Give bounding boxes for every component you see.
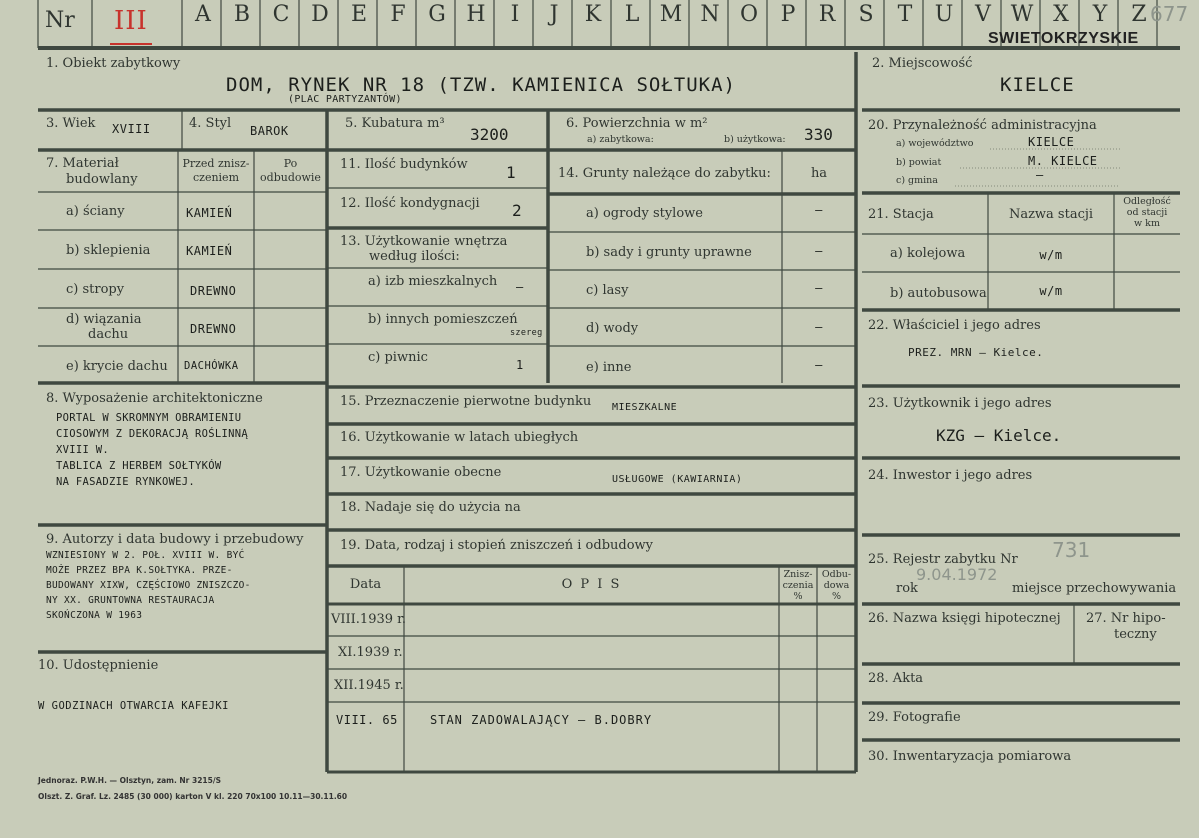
land-row-label: d) wody	[586, 321, 639, 336]
card-number-handwritten: III	[114, 6, 148, 36]
index-letter-i: I	[510, 2, 520, 27]
field-10-label: 10. Udostępnienie	[38, 658, 159, 673]
field-9-label: 9. Autorzy i data budowy i przebudowy	[46, 532, 304, 547]
index-letter-o: O	[739, 2, 759, 27]
field-13c-label: c) piwnic	[368, 350, 428, 365]
field-17-value: USŁUGOWE (KAWIARNIA)	[612, 474, 743, 485]
index-letter-r: R	[818, 2, 836, 27]
index-letter-h: H	[466, 2, 486, 27]
index-letter-e: E	[350, 2, 368, 27]
voivodeship-stamp: SWIETOKRZYSKIE	[988, 30, 1139, 47]
field-4-value: BAROK	[250, 124, 289, 138]
field-25-nr-value: 731	[1052, 538, 1091, 562]
field-13-label: 13. Użytkowanie wnętrza	[340, 234, 508, 249]
field-2-value: KIELCE	[1000, 74, 1075, 96]
field-12-value: 2	[512, 201, 522, 220]
index-letter-f: F	[390, 2, 406, 27]
land-row-label: a) ogrody stylowe	[586, 206, 703, 221]
field-13b-label: b) innych pomieszczeń	[368, 312, 518, 327]
land-row-label: c) lasy	[586, 283, 629, 298]
field-10-value: W GODZINACH OTWARCIA KAFEJKI	[38, 700, 230, 712]
field-6b-value: 330	[804, 125, 833, 144]
index-letter-k: K	[584, 2, 602, 27]
field-15-label: 15. Przeznaczenie pierwotne budynku	[340, 394, 592, 409]
field-1-value-sub: (PLAC PARTYZANTÓW)	[288, 94, 402, 105]
material-row-value: DREWNO	[190, 322, 237, 336]
field-21a-label: a) kolejowa	[890, 246, 966, 261]
col-rebuild-header-2: dowa	[823, 580, 850, 591]
damage-row-description: STAN ZADOWALAJĄCY — B.DOBRY	[430, 713, 653, 727]
field-8-label: 8. Wyposażenie architektoniczne	[46, 391, 263, 406]
field-9-value: WZNIESIONY W 2. POŁ. XVIII W. BYĆ MOŻE PRZEZ BPA K.SOŁTYKA. PRZE- BUDOWANY XIXW, CZĘŚCIOWO ZNISZCZO- NY XX. GRUNTOWNA RESTAURACJA SKOŃCZONA W 1963	[46, 550, 251, 621]
index-letter-b: B	[233, 2, 251, 27]
material-row-label: c) stropy	[66, 282, 125, 297]
index-letter-z: Z	[1131, 2, 1147, 27]
damage-row-date: VIII.1939 r.	[331, 612, 407, 627]
index-letter-v: V	[975, 2, 991, 27]
field-21b-label: b) autobusowa	[890, 286, 987, 301]
col-station-name-header: Nazwa stacji	[1008, 207, 1094, 222]
field-21-label: 21. Stacja	[868, 207, 934, 222]
field-7-label-2: budowlany	[66, 172, 138, 187]
index-letter-y: Y	[1092, 2, 1108, 27]
field-3-label: 3. Wiek	[46, 116, 96, 131]
field-25-label: 25. Rejestr zabytku Nr	[868, 552, 1018, 567]
col-before-header-2: czeniem	[192, 171, 239, 184]
material-row-value: DACHÓWKA	[184, 360, 239, 372]
material-row-label: a) ściany	[66, 204, 125, 219]
field-13b-value: szereg	[510, 328, 543, 338]
col-destruction-header-3: %	[793, 591, 803, 602]
col-distance-header-2: od stacji	[1126, 207, 1168, 218]
field-18-label: 18. Nadaje się do użycia na	[340, 500, 521, 515]
col-description-header: O P I S	[561, 577, 622, 592]
material-row-label: e) krycie dachu	[66, 359, 168, 374]
field-13c-value: 1	[516, 358, 524, 372]
index-letter-s: S	[858, 2, 874, 27]
index-letter-x: X	[1053, 2, 1069, 27]
field-20b-value: M. KIELCE	[1028, 154, 1098, 168]
field-29-label: 29. Fotografie	[868, 710, 961, 725]
field-21b-value: w/m	[1039, 284, 1063, 298]
field-23-label: 23. Użytkownik i jego adres	[868, 396, 1052, 411]
field-1-value: DOM, RYNEK NR 18 (TZW. KAMIENICA SOŁTUKA)	[226, 74, 736, 96]
field-1-label: 1. Obiekt zabytkowy	[46, 56, 181, 71]
land-row-value: —	[815, 203, 823, 217]
damage-row-date: XI.1939 r.	[338, 645, 403, 660]
field-11-label: 11. Ilość budynków	[340, 157, 468, 172]
field-30-label: 30. Inwentaryzacja pomiarowa	[868, 749, 1072, 764]
col-date-header: Data	[349, 577, 382, 592]
field-7-label: 7. Materiał	[46, 156, 119, 171]
field-22-label: 22. Właściciel i jego adres	[868, 318, 1041, 333]
col-distance-header: Odległość	[1123, 196, 1171, 207]
material-row-value: DREWNO	[190, 284, 237, 298]
field-25-rok-label: rok	[896, 581, 918, 596]
field-20-label: 20. Przynależność administracyjna	[868, 118, 1097, 133]
index-letter-d: D	[311, 2, 329, 27]
field-16-label: 16. Użytkowanie w latach ubiegłych	[340, 430, 579, 445]
field-12-label: 12. Ilość kondygnacji	[340, 196, 480, 211]
index-letter-j: J	[549, 2, 559, 27]
index-letter-w: W	[1010, 2, 1034, 27]
field-15-value: MIESZKALNE	[612, 402, 678, 413]
field-19-label: 19. Data, rodzaj i stopień zniszczeń i odbudowy	[340, 538, 654, 553]
field-20a-value: KIELCE	[1028, 135, 1075, 149]
field-20a-label: a) województwo	[896, 138, 974, 149]
field-13a-label: a) izb mieszkalnych	[368, 274, 498, 289]
material-row-value: KAMIEŃ	[186, 206, 233, 220]
field-6b-label: b) użytkowa:	[724, 134, 786, 145]
pencil-number: 677	[1150, 2, 1189, 26]
field-13a-value: —	[516, 280, 524, 294]
printer-imprint-line-2: Olszt. Z. Graf. Lz. 2485 (30 000) karton V kl. 220 70x100 10.11—30.11.60	[38, 792, 348, 801]
damage-row-date: VIII. 65	[336, 713, 398, 727]
field-2-label: 2. Miejscowość	[872, 56, 973, 71]
field-5-label: 5. Kubatura m³	[345, 116, 445, 131]
field-24-label: 24. Inwestor i jego adres	[868, 468, 1033, 483]
index-letter-n: N	[700, 2, 720, 27]
field-8-value: PORTAL W SKROMNYM OBRAMIENIU CIOSOWYM Z DEKORACJĄ ROŚLINNĄ XVIII W. TABLICA Z HERBEM SOŁTYKÓW NA FASADZIE RYNKOWEJ.	[56, 412, 249, 488]
field-13-label-2: według ilości:	[369, 249, 460, 264]
field-20b-label: b) powiat	[896, 157, 942, 168]
field-14-label: 14. Grunty należące do zabytku:	[558, 166, 771, 181]
material-row-label: d) wiązania	[66, 312, 142, 327]
land-row-value: —	[815, 281, 823, 295]
field-25-storage-label: miejsce przechowywania	[1012, 581, 1177, 596]
col-destruction-header: Znisz-	[783, 569, 813, 580]
col-rebuild-header: Odbu-	[821, 569, 852, 580]
index-letter-m: M	[659, 2, 683, 27]
material-row-label: b) sklepienia	[66, 243, 151, 258]
land-row-label: e) inne	[586, 360, 632, 375]
col-before-header: Przed znisz-	[182, 157, 250, 170]
index-letter-c: C	[272, 2, 290, 27]
field-20c-value: —	[1036, 168, 1044, 182]
nr-label: Nr	[45, 8, 75, 33]
col-after-header: Po	[283, 157, 298, 170]
field-22-value: PREZ. MRN — Kielce.	[908, 346, 1044, 359]
col-rebuild-header-3: %	[831, 591, 842, 602]
col-after-header-2: odbudowie	[260, 171, 321, 184]
index-letter-g: G	[428, 2, 446, 27]
field-11-value: 1	[506, 163, 516, 182]
field-20c-label: c) gmina	[896, 175, 938, 186]
field-28-label: 28. Akta	[868, 671, 924, 686]
land-row-value: —	[815, 244, 823, 258]
col-distance-header-3: w km	[1134, 218, 1160, 229]
field-6a-label: a) zabytkowa:	[587, 134, 654, 145]
field-23-value: KZG — Kielce.	[936, 426, 1062, 445]
land-row-value: —	[815, 358, 823, 372]
index-letter-u: U	[934, 2, 954, 27]
index-letter-a: A	[195, 2, 211, 27]
index-letter-t: T	[897, 2, 913, 27]
field-27-label-2: teczny	[1114, 627, 1157, 642]
land-row-value: —	[815, 320, 823, 334]
material-row-label-2: dachu	[88, 327, 129, 342]
field-6-label: 6. Powierzchnia w m²	[566, 116, 708, 131]
field-25-rok-value: 9.04.1972	[916, 565, 998, 584]
field-14-unit: ha	[810, 166, 828, 181]
field-21a-value: w/m	[1039, 248, 1063, 262]
field-4-label: 4. Styl	[189, 116, 232, 131]
col-destruction-header-2: czenia	[782, 580, 814, 591]
index-letter-p: P	[780, 2, 796, 27]
field-27-label: 27. Nr hipo-	[1086, 611, 1166, 626]
field-3-value: XVIII	[112, 122, 151, 136]
land-row-label: b) sady i grunty uprawne	[586, 245, 752, 260]
field-5-value: 3200	[470, 125, 509, 144]
field-17-label: 17. Użytkowanie obecne	[340, 465, 502, 480]
printer-imprint-line-1: Jednoraz. P.W.H. — Olsztyn, zam. Nr 3215/S	[38, 776, 222, 785]
index-letter-l: L	[624, 2, 640, 27]
damage-row-date: XII.1945 r.	[334, 678, 404, 693]
field-26-label: 26. Nazwa księgi hipotecznej	[868, 611, 1061, 626]
material-row-value: KAMIEŃ	[186, 244, 233, 258]
